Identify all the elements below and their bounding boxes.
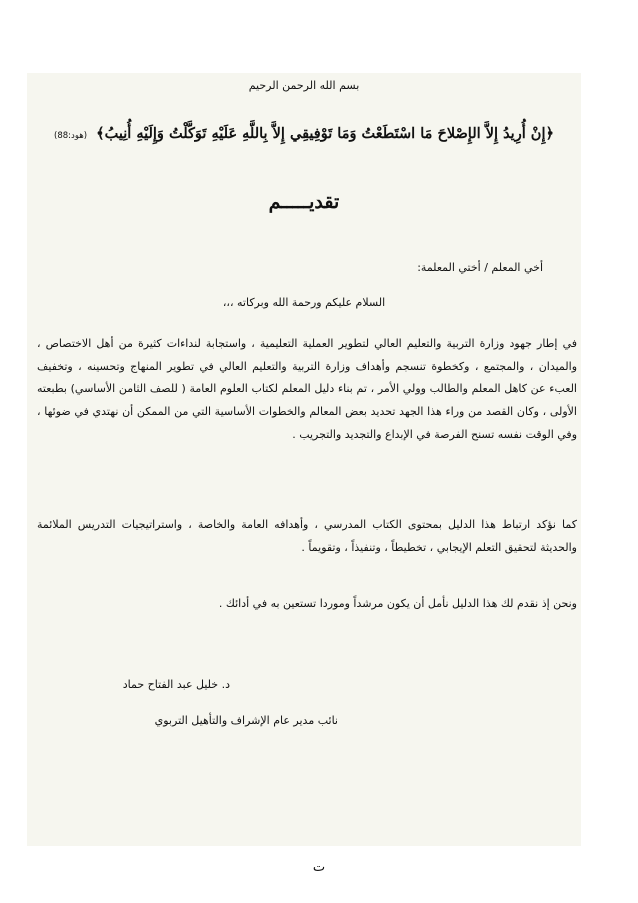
signature-name: د. خليل عبد الفتاح حماد	[122, 678, 230, 691]
paragraph-intro: في إطار جهود وزارة التربية والتعليم العالي لتطوير العملية التعليمية ، واستجابة لنداءات كثيرة من أهل الاختصاص ، والميدان ، والمجتمع ، وكخطوة تنسجم وأهداف وزارة التربية والتعليم العالي في تطوير المنهاج وتحسينه ، وتخفيف العبء عن كاهل المعلم والطالب وولي الأمر ، تم بناء دليل المعلم لكتاب العلوم العامة ( للصف الثامن الأساسي) بطبعته الأولى ، وكان القصد من وراء هذا الجهد تحديد بعض المعالم والخطوات الأساسية التي من الممكن أن نهتدي في ضوئها ، وفي الوقت نفسه تسنح الفرصة في الإبداع والتجديد والتجريب .	[37, 337, 577, 441]
signature-position: نائب مدير عام الإشراف والتأهيل التربوي	[154, 714, 338, 727]
quran-verse: ﴿إِنْ أُرِيدُ إِلاَّ الإِصْلاحَ مَا اسْتَطَعْتُ وَمَا تَوْفِيقِي إِلاَّ بِاللَّهِ عَلَيْهِ تَوَكَّلْتُ وَإِلَيْهِ أُنِيبُ﴾	[96, 125, 554, 142]
page-title: تقديـــــم	[268, 191, 340, 213]
quran-verse-line	[27, 123, 581, 142]
greeting-addressee: أخي المعلم / أختي المعلمة:	[417, 261, 543, 274]
paragraph-goals: كما نؤكد ارتباط هذا الدليل بمحتوى الكتاب المدرسي ، وأهدافه العامة والخاصة ، واستراتيجيات التدريس الملائمة والحديثة لتحقيق التعلم الإيجابي ، تخطيطاً ، وتنفيذاً ، وتقويماً .	[37, 518, 577, 554]
verse-reference: (هود:88)	[54, 131, 88, 141]
paragraph-closing: ونحن إذ نقدم لك هذا الدليل نأمل أن يكون مرشداً وموردا تستعين به في أدائك .	[218, 597, 577, 610]
document-page	[27, 73, 581, 846]
basmala: بسم الله الرحمن الرحيم	[248, 79, 360, 92]
page-number: ت	[312, 860, 326, 875]
greeting-salutation: السلام عليكم ورحمة الله وبركاته ،،،	[222, 296, 386, 309]
